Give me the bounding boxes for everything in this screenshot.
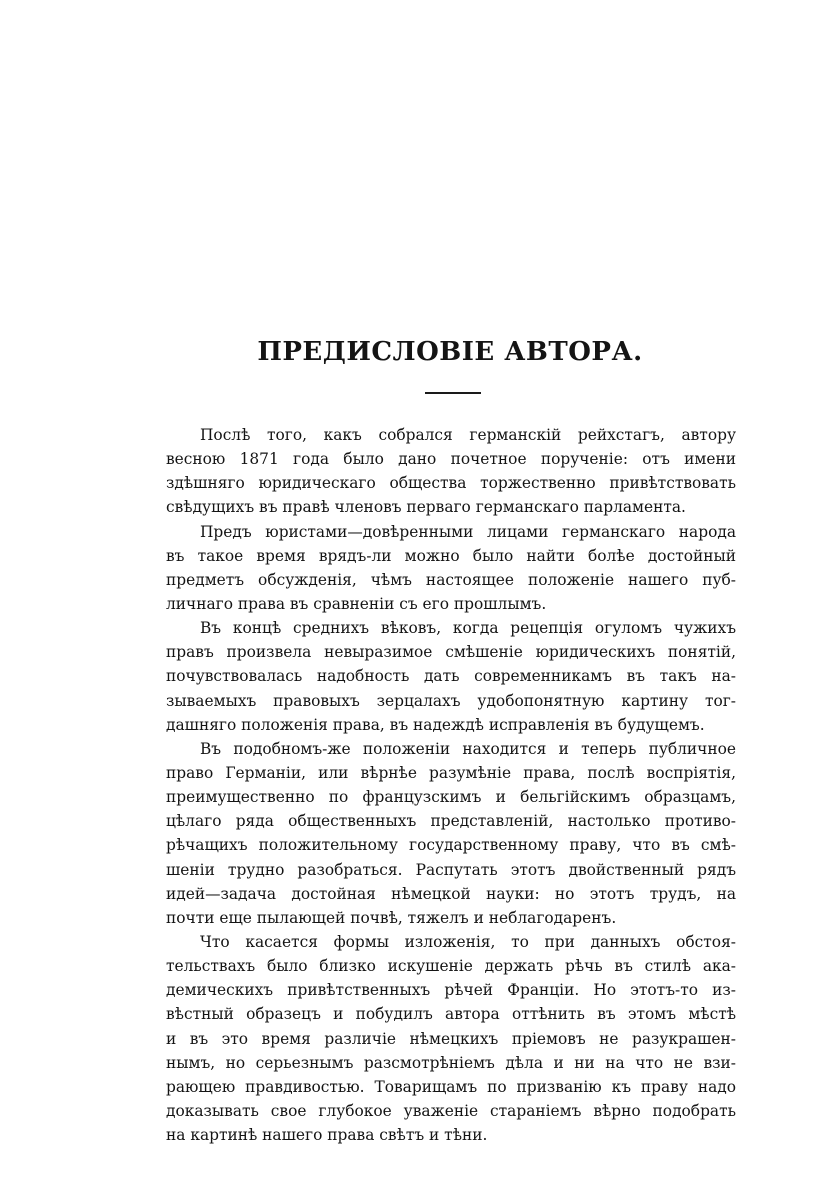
text-line: весною 1871 года было дано почетное порученіе: отъ имени (166, 450, 736, 469)
text-line: Въ подобномъ-же положеніи находится и теперь публичное (200, 739, 736, 758)
text-line: Въ концѣ среднихъ вѣковъ, когда рецепція огуломъ чужихъ (200, 619, 736, 638)
text-line: свѣдущихъ въ правѣ членовъ перваго германскаго парламента. (166, 498, 686, 517)
text-line: почувствовалась надобность дать современникамъ въ такъ на- (166, 667, 736, 686)
text-line: демическихъ привѣтственныхъ рѣчей Франціи. Но этотъ-то из- (166, 981, 736, 1000)
text-line: предметъ обсужденія, чѣмъ настоящее положеніе нашего пуб- (166, 570, 736, 589)
text-line: дашняго положенія права, въ надеждѣ исправленія въ будущемъ. (166, 715, 705, 734)
text-line: почти еще пылающей почвѣ, тяжелъ и неблагодаренъ. (166, 908, 617, 927)
text-line: нымъ, но серьезнымъ разсмотрѣніемъ дѣла и ни на что не взи- (166, 1053, 736, 1072)
text-line: зываемыхъ правовыхъ зерцалахъ удобопонятную картину тог- (166, 691, 736, 710)
text-line: право Германіи, или вѣрнѣе разумѣніе права, послѣ воспріятія, (166, 763, 736, 782)
text-line: цѣлаго ряда общественныхъ представленій, настолько противо- (166, 812, 736, 831)
text-line: правъ произвела невыразимое смѣшеніе юридическихъ понятій, (166, 643, 736, 662)
paragraph (166, 423, 736, 520)
paragraph (166, 616, 736, 737)
text-line: здѣшняго юридическаго общества торжественно привѣтствовать (166, 474, 736, 493)
body-text (166, 423, 736, 1147)
paragraph (166, 737, 736, 930)
page-title: ПРЕДИСЛОВІЕ АВТОРА. (257, 337, 643, 367)
title-divider (425, 392, 481, 394)
text-line: рающею правдивостью. Товарищамъ по призванію къ праву надо (166, 1077, 736, 1096)
text-line: шеніи трудно разобраться. Распутать этотъ двойственный рядъ (166, 860, 736, 879)
text-line: Что касается формы изложенія, то при данныхъ обстоя- (200, 932, 736, 951)
text-line: тельствахъ было близко искушеніе держать рѣчь въ стилѣ ака- (166, 957, 736, 976)
text-line: Послѣ того, какъ собрался германскій рейхстагъ, автору (200, 426, 736, 444)
paragraph (166, 930, 736, 1147)
text-line: личнаго права въ сравненіи съ его прошлымъ. (166, 594, 547, 613)
text-line: рѣчащихъ положительному государственному праву, что въ смѣ- (166, 836, 736, 855)
text-line: доказывать свое глубокое уваженіе стараніемъ вѣрно подобрать (166, 1101, 736, 1120)
paragraph (166, 520, 736, 617)
text-line: идей—задача достойная нѣмецкой науки: но этотъ трудъ, на (166, 884, 736, 903)
text-line: и въ это время различіе нѣмецкихъ пріемовъ не разукрашен- (166, 1029, 736, 1048)
text-line: Предъ юристами—довѣренными лицами германскаго народа (200, 522, 736, 541)
text-line: въ такое время врядъ-ли можно было найти болѣе достойный (166, 546, 736, 565)
text-line: преимущественно по французскимъ и бельгійскимъ образцамъ, (166, 788, 736, 807)
text-line: вѣстный образецъ и побудилъ автора оттѣнить въ этомъ мѣстѣ (166, 1005, 736, 1024)
text-line: на картинѣ нашего права свѣтъ и тѣни. (166, 1126, 488, 1145)
